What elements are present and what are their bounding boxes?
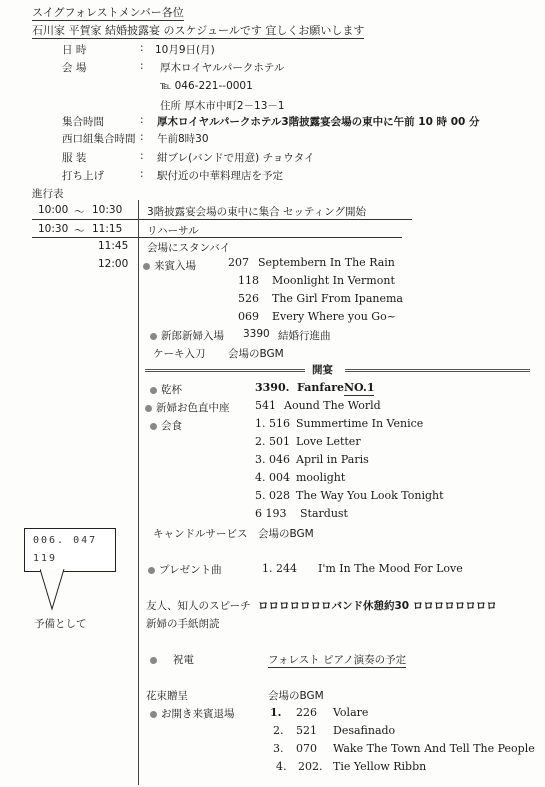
meal-song-number: 6 193 xyxy=(255,507,287,520)
dress-change-title: Aound The World xyxy=(284,399,381,412)
info-sep-dress: : xyxy=(140,150,144,162)
closing-song-title: Volare xyxy=(333,706,369,719)
closing-song-code: 202. xyxy=(298,760,323,773)
divider-dashes xyxy=(345,369,530,372)
guest-entrance: 来賓入場 xyxy=(143,258,196,273)
info-sep-venue: : xyxy=(140,60,144,72)
speech-label: 友人、知人のスピーチ xyxy=(146,600,251,612)
note-line1: 006. 047 xyxy=(33,535,98,546)
telegram: 祝電 xyxy=(150,652,194,667)
info-label-venue: 会 場 xyxy=(62,62,87,74)
schedule-desc: 3階披露宴会場の東中に集合 セッティング開始 xyxy=(147,206,366,218)
schedule-start: 10:00 xyxy=(38,204,69,216)
couple-entrance: 新郎新婦入場 xyxy=(150,328,224,343)
speech-value: ロロロロロロロバンド休憩約30 ロロロロロロロロ xyxy=(258,600,497,612)
bullet-icon xyxy=(150,423,157,430)
info-label-date: 日 時 xyxy=(62,44,87,56)
meal-song-number: 3. 046 xyxy=(255,453,290,466)
info-value-dress: 紺ブレ(バンドで用意) チョウタイ xyxy=(157,152,315,164)
meal: 会食 xyxy=(150,418,182,433)
info-label-meet: 集合時間 xyxy=(62,116,104,128)
meal-song-title: The Way You Look Tonight xyxy=(296,489,444,502)
info-label-party: 打ち上げ xyxy=(62,170,104,182)
closing-song-code: 521 xyxy=(296,724,317,737)
schedule-end: 11:45 xyxy=(98,240,129,252)
closing-song-number: 4. xyxy=(276,760,287,773)
row-divider xyxy=(32,219,412,220)
bullet-icon xyxy=(150,333,157,340)
info-value-party: 駅付近の中華料理店を予定 xyxy=(157,170,283,182)
note-caption: 予備として xyxy=(34,618,87,630)
closing-song-title: Wake The Town And Tell The People xyxy=(333,742,535,755)
closing: お開き来賓退場 xyxy=(150,706,235,721)
info-label-dress: 服 装 xyxy=(62,152,87,164)
song-title: Moonlight In Vermont xyxy=(272,274,395,287)
info-value-venue: 厚木ロイヤルパークホテル xyxy=(160,62,285,74)
candle-value: 会場のBGM xyxy=(258,528,314,540)
schedule-tilde: ～ xyxy=(74,225,85,237)
bouquet-value: 会場のBGM xyxy=(268,690,324,702)
schedule-desc: リハーサル xyxy=(147,225,199,237)
schedule-desc: 会場にスタンバイ xyxy=(147,242,231,254)
closing-song-title: Tie Yellow Ribbn xyxy=(333,760,427,773)
meal-song-number: 4. 004 xyxy=(255,471,290,484)
divider-dashes xyxy=(145,369,305,372)
cake-label: ケーキ入刀 xyxy=(153,348,206,360)
couple-entrance-number: 3390 xyxy=(243,328,270,340)
closing-song-code: 070 xyxy=(296,742,317,755)
schedule-start: 10:30 xyxy=(38,223,69,235)
telegram-value: フォレスト ピアノ演奏の予定 xyxy=(268,654,407,666)
song-number: 526 xyxy=(238,292,259,305)
toast: 乾杯 xyxy=(150,382,182,397)
meal-song-number: 1. 516 xyxy=(255,417,290,430)
meal-song-number: 2. 501 xyxy=(255,435,290,448)
song-title: The Girl From Ipanema xyxy=(272,292,403,305)
schedule-tilde: ～ xyxy=(74,206,85,218)
bullet-icon xyxy=(148,567,155,574)
row-divider xyxy=(32,237,402,238)
timeline-divider xyxy=(138,200,139,785)
header-title: スイグフォレストメンバー各位 xyxy=(32,6,184,19)
song-number: 207 xyxy=(228,256,249,269)
closing-song-title: Desafinado xyxy=(333,724,396,737)
note-callout xyxy=(24,528,116,572)
note-line2: 119 xyxy=(33,553,58,564)
song-number: 118 xyxy=(238,274,259,287)
bouquet-label: 花束贈呈 xyxy=(146,690,188,702)
toast-title: Fanfare xyxy=(297,381,344,394)
toast-extra: NO.1 xyxy=(344,381,375,394)
song-title: Septembern In The Rain xyxy=(258,256,395,269)
meal-song-title: April in Paris xyxy=(296,453,369,466)
info-sep-party: : xyxy=(140,168,144,180)
closing-song-number: 2. xyxy=(273,724,284,737)
schedule-end: 10:30 xyxy=(92,204,123,216)
schedule-heading: 進行表 xyxy=(32,188,64,200)
info-sep-meet: : xyxy=(140,114,144,126)
closing-song-number: 3. xyxy=(273,742,284,755)
meal-song-title: moolight xyxy=(296,471,346,484)
present-title: I'm In The Mood For Love xyxy=(318,562,463,575)
info-sep-date: : xyxy=(140,42,144,54)
info-value-meet: 厚木ロイヤルパークホテル3階披露宴会場の東中に午前 10 時 00 分 xyxy=(157,116,480,128)
closing-song-code: 226 xyxy=(296,706,317,719)
letter-reading: 新婦の手紙朗読 xyxy=(146,618,220,630)
meal-song-title: Summertime In Venice xyxy=(296,417,424,430)
bullet-icon xyxy=(145,405,152,412)
bullet-icon xyxy=(150,711,157,718)
info-label-west: 西口組集合時間 xyxy=(62,133,136,145)
song-number: 069 xyxy=(238,310,259,323)
schedule-end: 12:00 xyxy=(98,258,129,270)
dress-change-number: 541 xyxy=(255,399,276,412)
meal-song-title: Stardust xyxy=(300,507,348,520)
opening-label: 開宴 xyxy=(312,364,333,376)
candle-label: キャンドルサービス xyxy=(153,528,248,540)
info-value-date: 10月9日(月) xyxy=(155,44,215,56)
info-sep-west: : xyxy=(140,131,144,143)
meal-song-number: 5. 028 xyxy=(255,489,290,502)
info-value-address: 住所 厚木市中町2－13－1 xyxy=(160,100,285,112)
info-value-phone: ℡ 046-221--0001 xyxy=(160,80,253,92)
couple-entrance-title: 結婚行進曲 xyxy=(278,330,331,342)
toast-number: 3390. xyxy=(255,381,290,394)
present: プレゼント曲 xyxy=(148,562,222,577)
song-title: Every Where you Go~ xyxy=(272,310,396,323)
header-subtitle: 石川家 平賀家 結婚披露宴 のスケジュールです 宜しくお願いします xyxy=(32,24,365,37)
bullet-icon xyxy=(150,657,157,664)
bullet-icon xyxy=(150,387,157,394)
bullet-icon xyxy=(143,263,150,270)
info-value-west: 午前8時30 xyxy=(157,133,209,145)
callout-pointer xyxy=(40,569,70,611)
schedule-end: 11:15 xyxy=(92,223,123,235)
meal-song-title: Love Letter xyxy=(296,435,361,448)
dress-change: 新婦お色直中座 xyxy=(145,400,230,415)
present-number: 1. 244 xyxy=(262,562,297,575)
cake-value: 会場のBGM xyxy=(228,348,284,360)
closing-song-number: 1. xyxy=(270,706,282,719)
